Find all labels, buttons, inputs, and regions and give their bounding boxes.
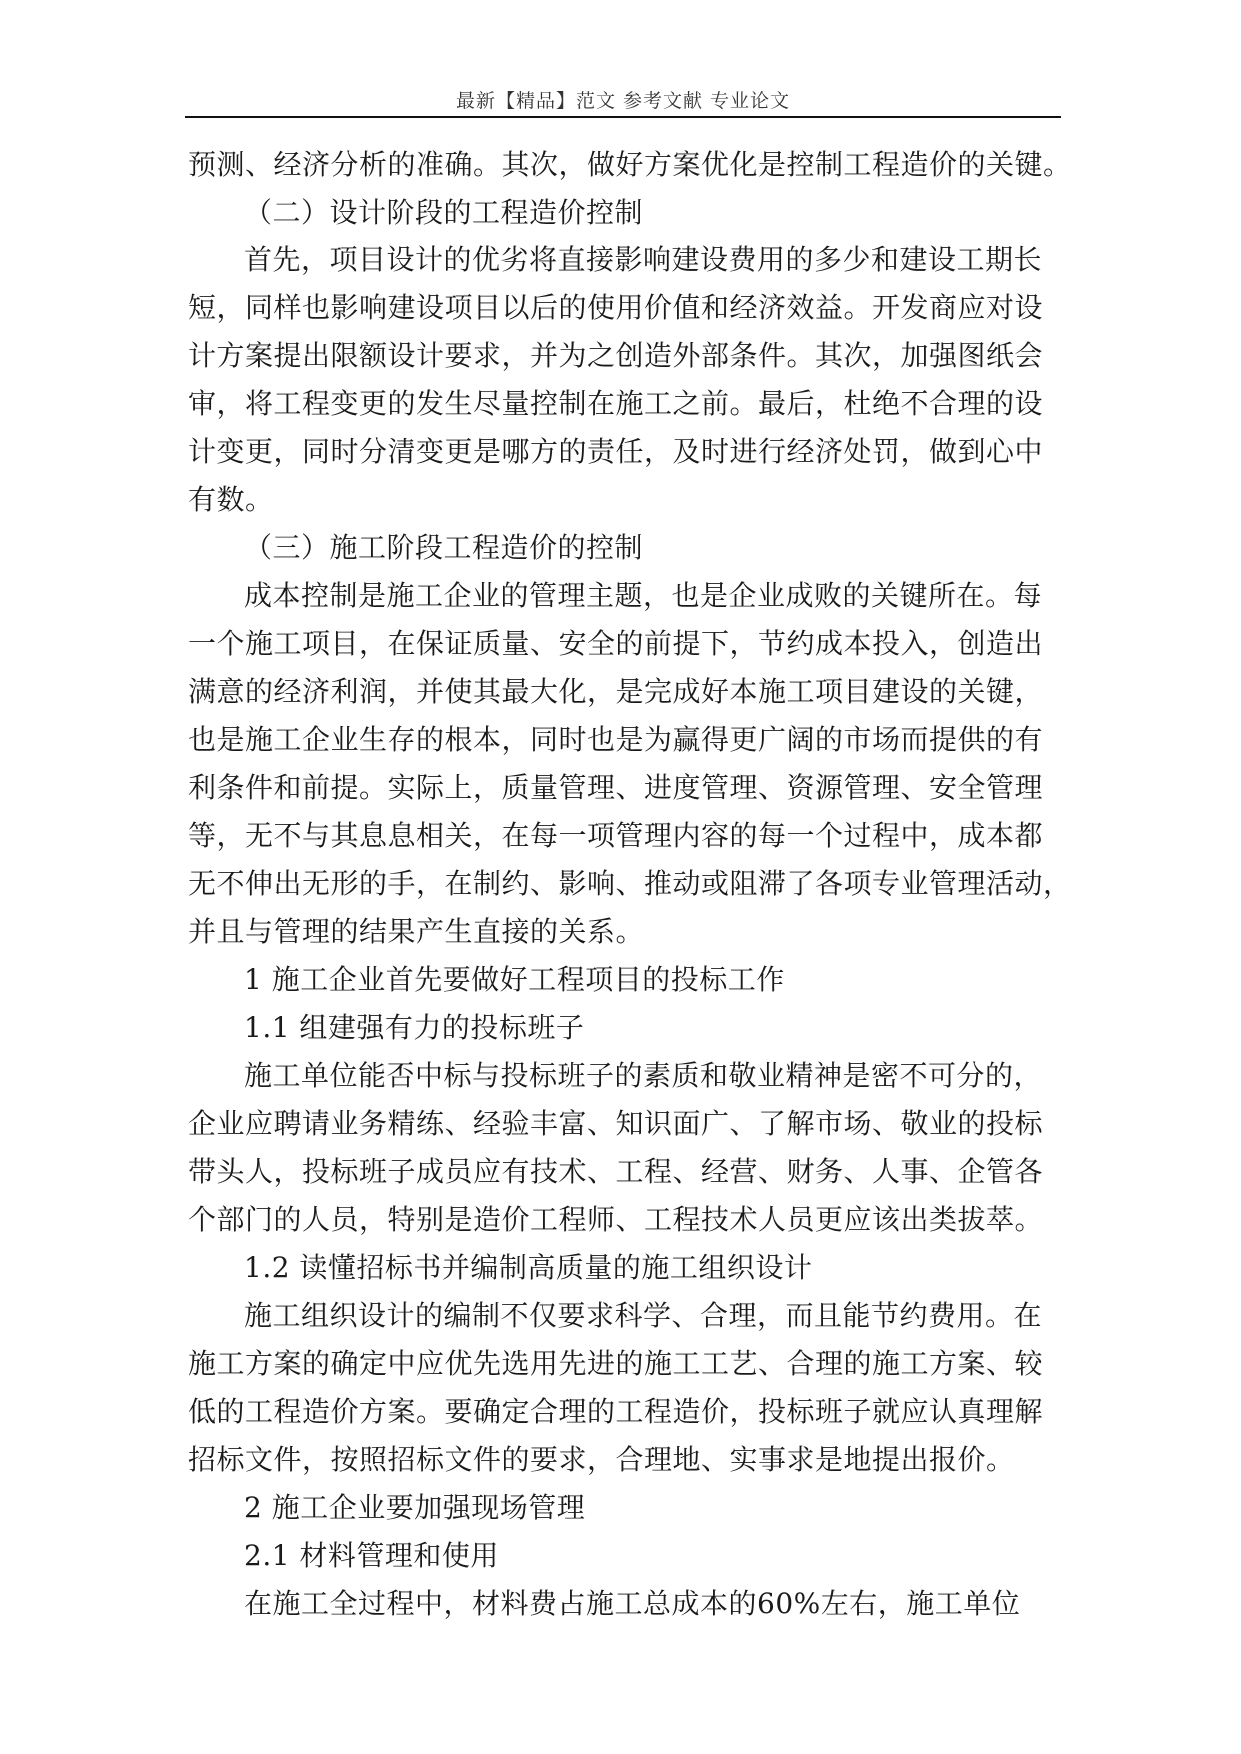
subsection-heading: 1.2 读懂招标书并编制高质量的施工组织设计 — [244, 1251, 813, 1284]
paragraph-line: 个部门的人员，特别是造价工程师、工程技术人员更应该出类拔萃。 — [188, 1203, 1044, 1236]
paragraph-line: 施工方案的确定中应优先选用先进的施工工艺、合理的施工方案、较 — [188, 1347, 1044, 1380]
section-heading: 2 施工企业要加强现场管理 — [244, 1491, 586, 1524]
paragraph-line: 企业应聘请业务精练、经验丰富、知识面广、了解市场、敬业的投标 — [188, 1107, 1044, 1140]
section-heading: 1 施工企业首先要做好工程项目的投标工作 — [244, 963, 785, 996]
paragraph-line: 有数。 — [188, 483, 274, 516]
section-heading: （三）施工阶段工程造价的控制 — [244, 531, 644, 564]
paragraph-line: 低的工程造价方案。要确定合理的工程造价，投标班子就应认真理解 — [188, 1395, 1044, 1428]
paragraph-line: 招标文件，按照招标文件的要求，合理地、实事求是地提出报价。 — [188, 1443, 1015, 1476]
section-heading: （二）设计阶段的工程造价控制 — [244, 196, 644, 229]
paragraph-line: 审，将工程变更的发生尽量控制在施工之前。最后，杜绝不合理的设 — [188, 387, 1044, 420]
paragraph-line: 无不伸出无形的手，在制约、影响、推动或阻滞了各项专业管理活动， — [188, 867, 1072, 900]
paragraph-line: 带头人，投标班子成员应有技术、工程、经营、财务、人事、企管各 — [188, 1155, 1044, 1188]
paragraph-line: 计变更，同时分清变更是哪方的责任，及时进行经济处罚，做到心中 — [188, 435, 1044, 468]
paragraph-line: 成本控制是施工企业的管理主题，也是企业成败的关键所在。每 — [244, 579, 1043, 612]
paragraph-line: 施工组织设计的编制不仅要求科学、合理，而且能节约费用。在 — [244, 1299, 1043, 1332]
paragraph-line: 计方案提出限额设计要求，并为之创造外部条件。其次，加强图纸会 — [188, 339, 1044, 372]
paragraph-line: 短，同样也影响建设项目以后的使用价值和经济效益。开发商应对设 — [188, 291, 1044, 324]
paragraph-line: 预测、经济分析的准确。其次，做好方案优化是控制工程造价的关键。 — [188, 148, 1072, 181]
paragraph-line: 满意的经济利润，并使其最大化，是完成好本施工项目建设的关键， — [188, 675, 1044, 708]
paragraph-line: 首先，项目设计的优劣将直接影响建设费用的多少和建设工期长 — [244, 243, 1043, 276]
paragraph-line: 等，无不与其息息相关，在每一项管理内容的每一个过程中，成本都 — [188, 819, 1044, 852]
subsection-heading: 1.1 组建强有力的投标班子 — [244, 1011, 585, 1044]
paragraph-line: 施工单位能否中标与投标班子的素质和敬业精神是密不可分的， — [244, 1059, 1043, 1092]
paragraph-line: 并且与管理的结果产生直接的关系。 — [188, 915, 645, 948]
paragraph-line: 一个施工项目，在保证质量、安全的前提下，节约成本投入，创造出 — [188, 627, 1044, 660]
subsection-heading: 2.1 材料管理和使用 — [244, 1539, 499, 1572]
page-header: 最新【精品】范文 参考文献 专业论文 — [455, 90, 791, 112]
paragraph-line: 在施工全过程中，材料费占施工总成本的60%左右，施工单位 — [244, 1587, 1021, 1620]
paragraph-line: 也是施工企业生存的根本，同时也是为赢得更广阔的市场而提供的有 — [188, 723, 1044, 756]
paragraph-line: 利条件和前提。实际上，质量管理、进度管理、资源管理、安全管理 — [188, 771, 1044, 804]
